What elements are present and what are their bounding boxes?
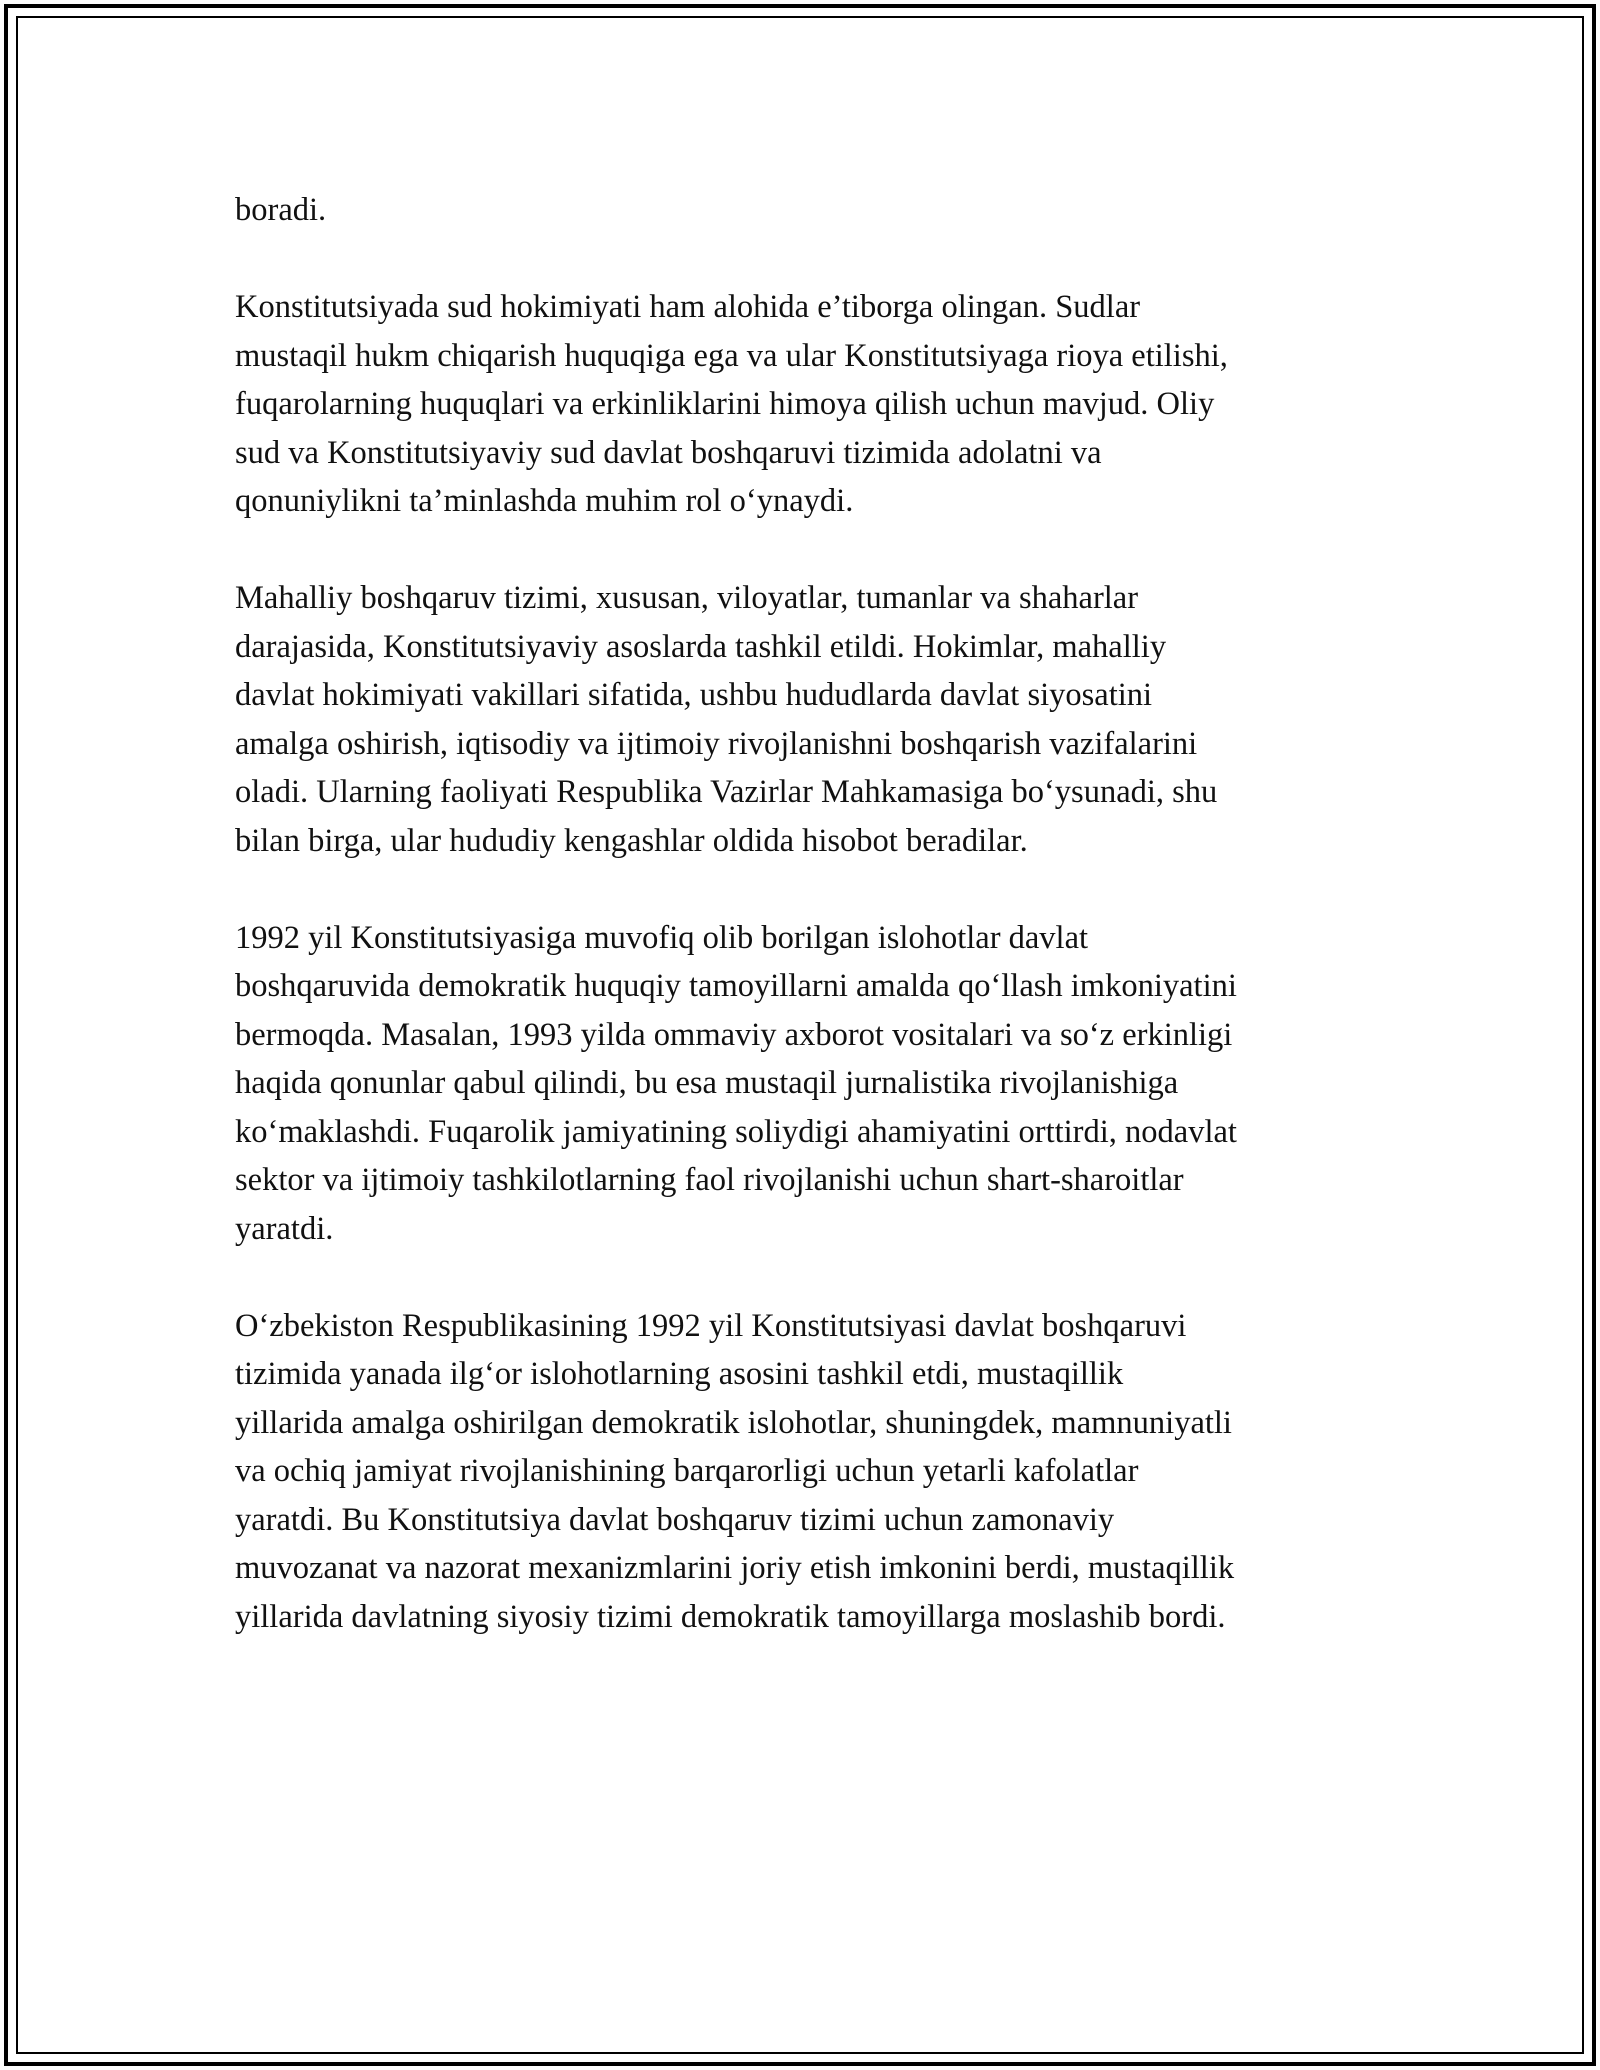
paragraph-2 [235,283,1375,526]
text-line: yillarida amalga oshirilgan demokratik islohotlar, shuningdek, mamnuniyatli [235,1404,1232,1441]
text-line: mustaqil hukm chiqarish huquqiga ega va ular Konstitutsiyaga rioya etilishi, [235,337,1228,374]
paragraph-4 [235,914,1375,1254]
text-line: davlat hokimiyati vakillari sifatida, ushbu hududlarda davlat siyosatini [235,677,1153,713]
text-line: ko‘maklashdi. Fuqarolik jamiyatining soliydigi ahamiyatini orttirdi, nodavlat [235,1113,1237,1150]
text-line: oladi. Ularning faoliyati Respublika Vazirlar Mahkamasiga bo‘ysunadi, shu [235,774,1218,810]
text-line: Konstitutsiyada sud hokimiyati ham alohida e’tiborga olingan. Sudlar [235,289,1141,325]
document-body [235,186,1375,1690]
text-line: bermoqda. Masalan, 1993 yilda ommaviy axborot vositalari va so‘z erkinligi [235,1016,1233,1053]
text-line: Mahalliy boshqaruv tizimi, xususan, viloyatlar, tumanlar va shaharlar [235,580,1139,616]
text-line: amalga oshirish, iqtisodiy va ijtimoiy rivojlanishni boshqarish vazifalarini [235,725,1198,762]
paragraph-5 [235,1302,1375,1642]
text-line: yaratdi. Bu Konstitutsiya davlat boshqaruv tizimi uchun zamonaviy [235,1501,1115,1538]
paragraph-1 [235,186,1375,235]
text-line: va ochiq jamiyat rivojlanishining barqarorligi uchun yetarli kafolatlar [235,1453,1139,1489]
text-line: bilan birga, ular hududiy kengashlar oldida hisobot beradilar. [235,822,1028,859]
text-line: qonuniylikni ta’minlashda muhim rol o‘ynaydi. [235,483,854,519]
text-line: sektor va ijtimoiy tashkilotlarning faol rivojlanishi uchun shart-sharoitlar [235,1162,1184,1198]
text-line: sud va Konstitutsiyaviy sud davlat boshqaruvi tizimida adolatni va [235,434,1102,471]
text-line: fuqarolarning huquqlari va erkinliklarini himoya qilish uchun mavjud. Oliy [235,386,1215,422]
text-line: darajasida, Konstitutsiyaviy asoslarda tashkil etildi. Hokimlar, mahalliy [235,628,1167,665]
text-line: boshqaruvida demokratik huquqiy tamoyillarni amalda qo‘llash imkoniyatini [235,968,1237,1004]
text-line: haqida qonunlar qabul qilindi, bu esa mustaqil jurnalistika rivojlanishiga [235,1065,1179,1101]
text-line: muvozanat va nazorat mexanizmlarini joriy etish imkonini berdi, mustaqillik [235,1550,1235,1586]
text-line: boradi. [235,192,327,228]
text-line: O‘zbekiston Respublikasining 1992 yil Konstitutsiyasi davlat boshqaruvi [235,1307,1187,1344]
text-line: 1992 yil Konstitutsiyasiga muvofiq olib borilgan islohotlar davlat [235,919,1089,956]
text-line: yaratdi. [235,1210,334,1247]
text-line: tizimida yanada ilg‘or islohotlarning asosini tashkil etdi, mustaqillik [235,1356,1124,1392]
paragraph-3 [235,574,1375,865]
text-line: yillarida davlatning siyosiy tizimi demokratik tamoyillarga moslashib bordi. [235,1598,1226,1635]
